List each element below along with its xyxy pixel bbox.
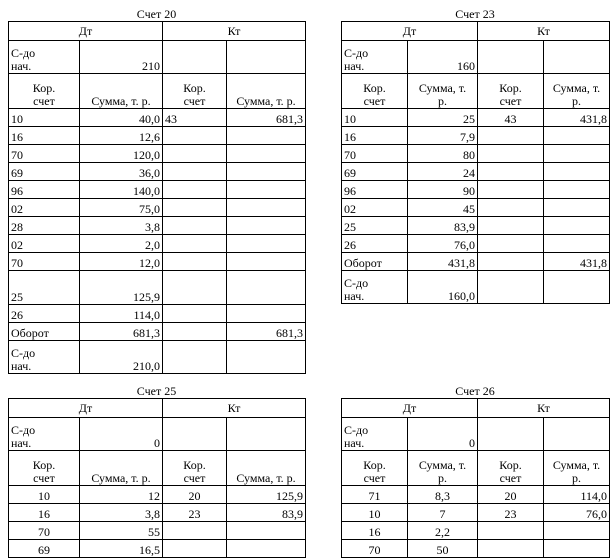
debit-account: 70 <box>342 145 408 163</box>
debit-account: 28 <box>9 217 80 235</box>
credit-amount: 681,3 <box>227 109 306 127</box>
amount-header: Сумма, т. р. <box>227 451 306 486</box>
debit-label: Дт <box>9 22 163 41</box>
ledger-row <box>342 540 610 558</box>
credit-amount: 114,0 <box>544 486 610 504</box>
debit-account: 69 <box>9 163 80 181</box>
debit-amount: 7,9 <box>408 127 478 145</box>
ledger-row <box>9 199 306 217</box>
closing-balance-value: 210,0 <box>80 341 163 374</box>
debit-amount: 12,0 <box>80 253 163 271</box>
debit-amount: 55 <box>80 522 163 540</box>
credit-amount: 431,8 <box>544 109 610 127</box>
ledger-row <box>342 181 610 199</box>
debit-account: 16 <box>342 127 408 145</box>
ledger-row <box>342 163 610 181</box>
debit-account: 10 <box>342 504 408 522</box>
credit-label: Кт <box>163 399 306 418</box>
corr-account-header: Кор. счет <box>342 74 408 109</box>
account-title: Счет 25 <box>136 384 177 398</box>
debit-amount: 12 <box>80 486 163 504</box>
debit-account: 26 <box>342 235 408 253</box>
opening-balance-row <box>342 418 610 451</box>
credit-account: 23 <box>163 504 227 522</box>
opening-balance-value: 160 <box>408 41 478 74</box>
corr-account-header: Кор. счет <box>9 451 80 486</box>
debit-amount: 7 <box>408 504 478 522</box>
debit-account: 25 <box>9 271 80 305</box>
debit-account: 71 <box>342 486 408 504</box>
account-title: Счет 20 <box>136 7 177 21</box>
amount-header: Сумма, т. р. <box>408 451 478 486</box>
t-account-table <box>341 21 610 304</box>
column-header-row <box>342 451 610 486</box>
debit-amount: 90 <box>408 181 478 199</box>
ledger-row <box>342 522 610 540</box>
debit-label: Дт <box>9 399 163 418</box>
account-26-ledger <box>341 384 610 558</box>
opening-balance-value: 0 <box>408 418 478 451</box>
opening-balance-value: 210 <box>80 41 163 74</box>
ledger-row <box>342 145 610 163</box>
debit-credit-header <box>9 22 306 41</box>
closing-balance-label: С-до нач. <box>342 271 408 304</box>
ledger-row <box>9 486 306 504</box>
turnover-label: Оборот <box>9 323 80 341</box>
credit-account: 23 <box>478 504 544 522</box>
ledger-row <box>9 271 306 305</box>
opening-balance-row <box>342 41 610 74</box>
turnover-label: Оборот <box>342 253 408 271</box>
debit-account: 69 <box>342 163 408 181</box>
account-title: Счет 23 <box>455 7 495 21</box>
debit-amount: 114,0 <box>80 305 163 323</box>
debit-amount: 40,0 <box>80 109 163 127</box>
debit-account: 10 <box>9 109 80 127</box>
ledger-row <box>342 217 610 235</box>
debit-account: 69 <box>9 540 80 558</box>
ledger-row <box>9 109 306 127</box>
debit-account: 16 <box>342 522 408 540</box>
opening-balance-row <box>9 41 306 74</box>
debit-account: 02 <box>342 199 408 217</box>
credit-amount: 76,0 <box>544 504 610 522</box>
credit-label: Кт <box>478 22 610 41</box>
ledger-row <box>9 253 306 271</box>
t-account-table <box>8 21 306 374</box>
debit-amount: 3,8 <box>80 217 163 235</box>
opening-balance-label: С-до нач. <box>342 418 408 451</box>
closing-balance-row <box>9 341 306 374</box>
debit-label: Дт <box>342 22 478 41</box>
ledger-row <box>342 199 610 217</box>
credit-amount: 125,9 <box>227 486 306 504</box>
debit-amount: 36,0 <box>80 163 163 181</box>
amount-header: Сумма, т. р. <box>408 74 478 109</box>
column-header-row <box>9 74 306 109</box>
debit-account: 96 <box>342 181 408 199</box>
ledger-row <box>342 486 610 504</box>
turnover-credit: 681,3 <box>227 323 306 341</box>
credit-label: Кт <box>478 399 610 418</box>
corr-account-header: Кор. счет <box>163 451 227 486</box>
closing-balance-label: С-до нач. <box>9 341 80 374</box>
debit-account: 02 <box>9 199 80 217</box>
credit-account: 43 <box>163 109 227 127</box>
debit-account: 70 <box>9 145 80 163</box>
account-25-ledger <box>8 384 306 558</box>
debit-label: Дт <box>342 399 478 418</box>
ledger-row <box>9 305 306 323</box>
column-header-row <box>9 451 306 486</box>
debit-account: 70 <box>9 522 80 540</box>
debit-account: 10 <box>342 109 408 127</box>
ledger-row <box>9 145 306 163</box>
debit-amount: 45 <box>408 199 478 217</box>
debit-amount: 8,3 <box>408 486 478 504</box>
turnover-row <box>342 253 610 271</box>
account-title: Счет 26 <box>455 384 495 398</box>
debit-amount: 16,5 <box>80 540 163 558</box>
corr-account-header: Кор. счет <box>478 451 544 486</box>
ledger-row <box>9 235 306 253</box>
opening-balance-row <box>9 418 306 451</box>
debit-amount: 120,0 <box>80 145 163 163</box>
debit-amount: 75,0 <box>80 199 163 217</box>
closing-balance-value: 160,0 <box>408 271 478 304</box>
corr-account-header: Кор. счет <box>342 451 408 486</box>
credit-label: Кт <box>163 22 306 41</box>
debit-account: 16 <box>9 127 80 145</box>
credit-account: 20 <box>478 486 544 504</box>
debit-amount: 83,9 <box>408 217 478 235</box>
debit-amount: 125,9 <box>80 271 163 305</box>
opening-balance-label: С-до нач. <box>342 41 408 74</box>
turnover-debit: 681,3 <box>80 323 163 341</box>
ledger-row <box>342 504 610 522</box>
ledger-row <box>9 522 306 540</box>
ledger-row <box>9 127 306 145</box>
debit-account: 26 <box>9 305 80 323</box>
closing-balance-row <box>342 271 610 304</box>
amount-header: Сумма, т. р. <box>80 74 163 109</box>
debit-credit-header <box>9 399 306 418</box>
turnover-credit: 431,8 <box>544 253 610 271</box>
credit-account: 43 <box>478 109 544 127</box>
ledger-row <box>9 540 306 558</box>
credit-amount: 83,9 <box>227 504 306 522</box>
debit-amount: 24 <box>408 163 478 181</box>
debit-account: 25 <box>342 217 408 235</box>
debit-amount: 12,6 <box>80 127 163 145</box>
debit-amount: 140,0 <box>80 181 163 199</box>
credit-account: 20 <box>163 486 227 504</box>
amount-header: Сумма, т. р. <box>227 74 306 109</box>
t-account-table <box>8 398 306 558</box>
opening-balance-label: С-до нач. <box>9 418 80 451</box>
ledger-row <box>342 127 610 145</box>
ledger-row <box>9 217 306 235</box>
amount-header: Сумма, т. р. <box>80 451 163 486</box>
ledger-row <box>342 235 610 253</box>
opening-balance-value: 0 <box>80 418 163 451</box>
debit-amount: 76,0 <box>408 235 478 253</box>
debit-account: 10 <box>9 486 80 504</box>
ledger-row <box>342 109 610 127</box>
account-23-ledger <box>341 7 610 304</box>
amount-header: Сумма, т. р. <box>544 451 610 486</box>
debit-account: 02 <box>9 235 80 253</box>
t-account-table <box>341 398 610 558</box>
account-20-ledger <box>8 7 306 374</box>
debit-account: 16 <box>9 504 80 522</box>
corr-account-header: Кор. счет <box>163 74 227 109</box>
ledger-row <box>9 504 306 522</box>
ledger-row <box>9 181 306 199</box>
opening-balance-label: С-до нач. <box>9 41 80 74</box>
turnover-row <box>9 323 306 341</box>
debit-account: 70 <box>9 253 80 271</box>
column-header-row <box>342 74 610 109</box>
turnover-debit: 431,8 <box>408 253 478 271</box>
corr-account-header: Кор. счет <box>9 74 80 109</box>
amount-header: Сумма, т. р. <box>544 74 610 109</box>
debit-account: 96 <box>9 181 80 199</box>
debit-amount: 80 <box>408 145 478 163</box>
corr-account-header: Кор. счет <box>478 74 544 109</box>
debit-amount: 25 <box>408 109 478 127</box>
debit-amount: 3,8 <box>80 504 163 522</box>
debit-credit-header <box>342 22 610 41</box>
ledger-row <box>9 163 306 181</box>
debit-amount: 2,0 <box>80 235 163 253</box>
debit-account: 70 <box>342 540 408 558</box>
debit-amount: 50 <box>408 540 478 558</box>
debit-credit-header <box>342 399 610 418</box>
debit-amount: 2,2 <box>408 522 478 540</box>
